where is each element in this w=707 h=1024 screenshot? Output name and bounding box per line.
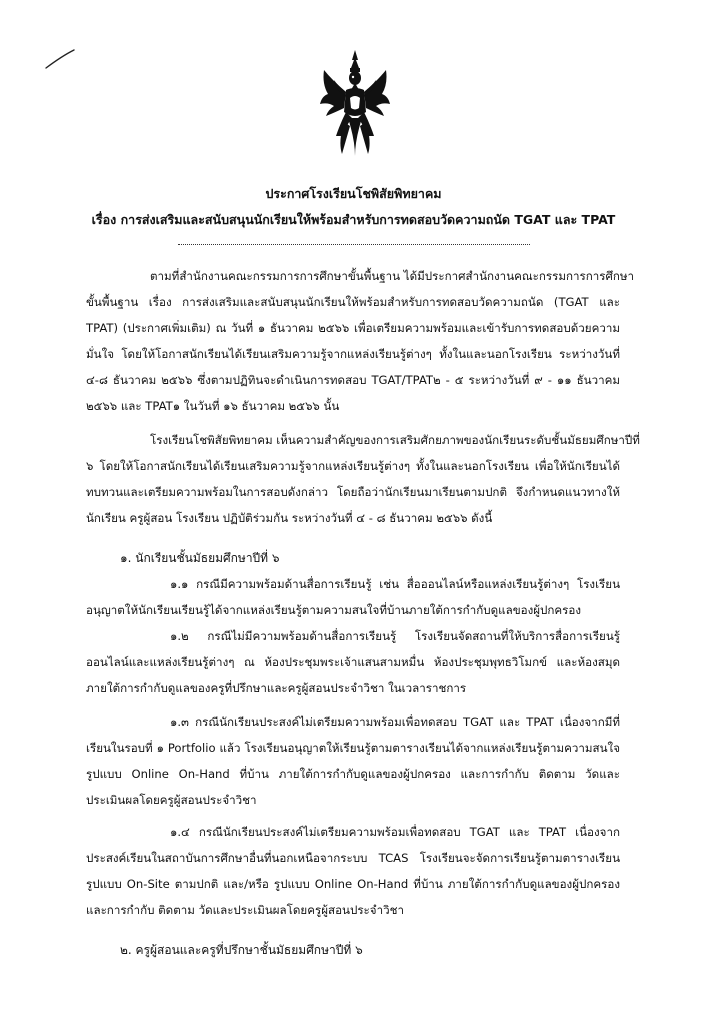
item-1-2-line: ๑.๒ กรณีไม่มีความพร้อมด้านสื่อการเรียนรู้ โรงเรียนจัดสถานที่ให้บริการสื่อการเรียนรู้ [170,629,620,643]
pen-stroke-mark [44,48,76,70]
paragraph2-line: ๖ โดยให้โอกาสนักเรียนได้เรียนเสริมความรู้จากแหล่งเรียนรู้ต่างๆ ทั้งในและนอกโรงเรียน เพื่อให้นักเรียนได้ [86,459,620,473]
item-1-3-line: เรียนในรอบที่ ๑ Portfolio แล้ว โรงเรียนอนุญาตให้เรียนรู้ตามตารางเรียนได้จากแหล่งเรียนรู้ตามความสนใจ [86,741,620,755]
paragraph1-line: ตามที่สำนักงานคณะกรรมการการศึกษาขั้นพื้นฐาน ได้มีประกาศสำนักงานคณะกรรมการการศึกษา [150,269,635,283]
paragraph1-line: มั่นใจ โดยให้โอกาสนักเรียนได้เรียนเสริมความรู้จากแหล่งเรียนรู้ต่างๆ ทั้งในและนอกโรงเรียน ระหว่างวันที่ [86,347,620,361]
item-1-4-line: ๑.๔ กรณีนักเรียนประสงค์ไม่เตรียมความพร้อมเพื่อทดสอบ TGAT และ TPAT เนื่องจาก [170,825,620,839]
paragraph1-line: TPAT) (ประกาศเพิ่มเติม) ณ วันที่ ๑ ธันวาคม ๒๕๖๖ เพื่อเตรียมความพร้อมและเข้ารับการทดสอบด้วยความ [86,321,620,335]
paragraph2-line: โรงเรียนโชพิสัยพิทยาคม เห็นความสำคัญของการเสริมศักยภาพของนักเรียนระดับชั้นมัธยมศึกษาปีที่ [150,433,640,447]
garuda-emblem-icon [318,50,392,158]
item-1-1-line: ๑.๑ กรณีมีความพร้อมด้านสื่อการเรียนรู้ เช่น สื่อออนไลน์หรือแหล่งเรียนรู้ต่างๆ โรงเรียน [170,577,620,591]
section1-heading: ๑. นักเรียนชั้นมัธยมศึกษาปีที่ ๖ [120,551,280,565]
paragraph1-line: ๔-๘ ธันวาคม ๒๕๖๖ ซึ่งตามปฏิทินจะดำเนินการทดสอบ TGAT/TPAT๒ - ๕ ระหว่างวันที่ ๙ - ๑๑ ธันวาคม [86,373,620,387]
paragraph1-line: ๒๕๖๖ และ TPAT๑ ในวันที่ ๑๖ ธันวาคม ๒๕๖๖ นั้น [86,399,340,413]
paragraph2-line: ทบทวนและเตรียมความพร้อมในการสอบดังกล่าว โดยถือว่านักเรียนมาเรียนตามปกติ จึงกำหนดแนวทางให้ [86,485,620,499]
announcement-subject: เรื่อง การส่งเสริมและสนับสนุนนักเรียนให้พร้อมสำหรับการทดสอบวัดความถนัด TGAT และ TPAT [91,212,616,227]
item-1-2-line: ออนไลน์และแหล่งเรียนรู้ต่างๆ ณ ห้องประชุมพระเจ้าแสนสามหมื่น ห้องประชุมพุทธวิโมกข์ และห้องสมุด [86,655,620,669]
paragraph2-line: นักเรียน ครูผู้สอน โรงเรียน ปฏิบัติร่วมกัน ระหว่างวันที่ ๔ - ๘ ธันวาคม ๒๕๖๖ ดังนี้ [86,511,493,525]
item-1-3-line: ประเมินผลโดยครูผู้สอนประจำวิชา [86,793,257,807]
item-1-4-line: รูปแบบ On-Site ตามปกติ และ/หรือ รูปแบบ Online On-Hand ที่บ้าน ภายใต้การกำกับดูแลของผู้ปกครอง [86,877,620,891]
paragraph1-line: ขั้นพื้นฐาน เรื่อง การส่งเสริมและสนับสนุนนักเรียนให้พร้อมสำหรับการทดสอบวัดความถนัด (TGAT และ [86,295,620,309]
item-1-3-line: รูปแบบ Online On-Hand ที่บ้าน ภายใต้การกำกับดูแลของผู้ปกครอง และการกำกับ ติดตาม วัดและ [86,767,620,781]
title-divider [178,244,530,245]
item-1-4-line: และการกำกับ ติดตาม วัดและประเมินผลโดยครูผู้สอนประจำวิชา [86,903,404,917]
section2-heading: ๒. ครูผู้สอนและครูที่ปรึกษาชั้นมัธยมศึกษาปีที่ ๖ [120,943,363,957]
item-1-1-line: อนุญาตให้นักเรียนเรียนรู้ได้จากแหล่งเรียนรู้ตามความสนใจที่บ้านภายใต้การกำกับดูแลของผู้ปกครอง [86,603,582,617]
item-1-2-line: ภายใต้การกำกับดูแลของครูที่ปรึกษาและครูผู้สอนประจำวิชา ในเวลาราชการ [86,681,467,695]
announcement-title: ประกาศโรงเรียนโชพิสัยพิทยาคม [265,186,442,201]
item-1-3-line: ๑.๓ กรณีนักเรียนประสงค์ไม่เตรียมความพร้อมเพื่อทดสอบ TGAT และ TPAT เนื่องจากมีที่ [170,715,620,729]
item-1-4-line: ประสงค์เรียนในสถาบันการศึกษาอื่นที่นอกเหนือจากระบบ TCAS โรงเรียนจะจัดการเรียนรู้ตามตารางเรียน [86,851,620,865]
